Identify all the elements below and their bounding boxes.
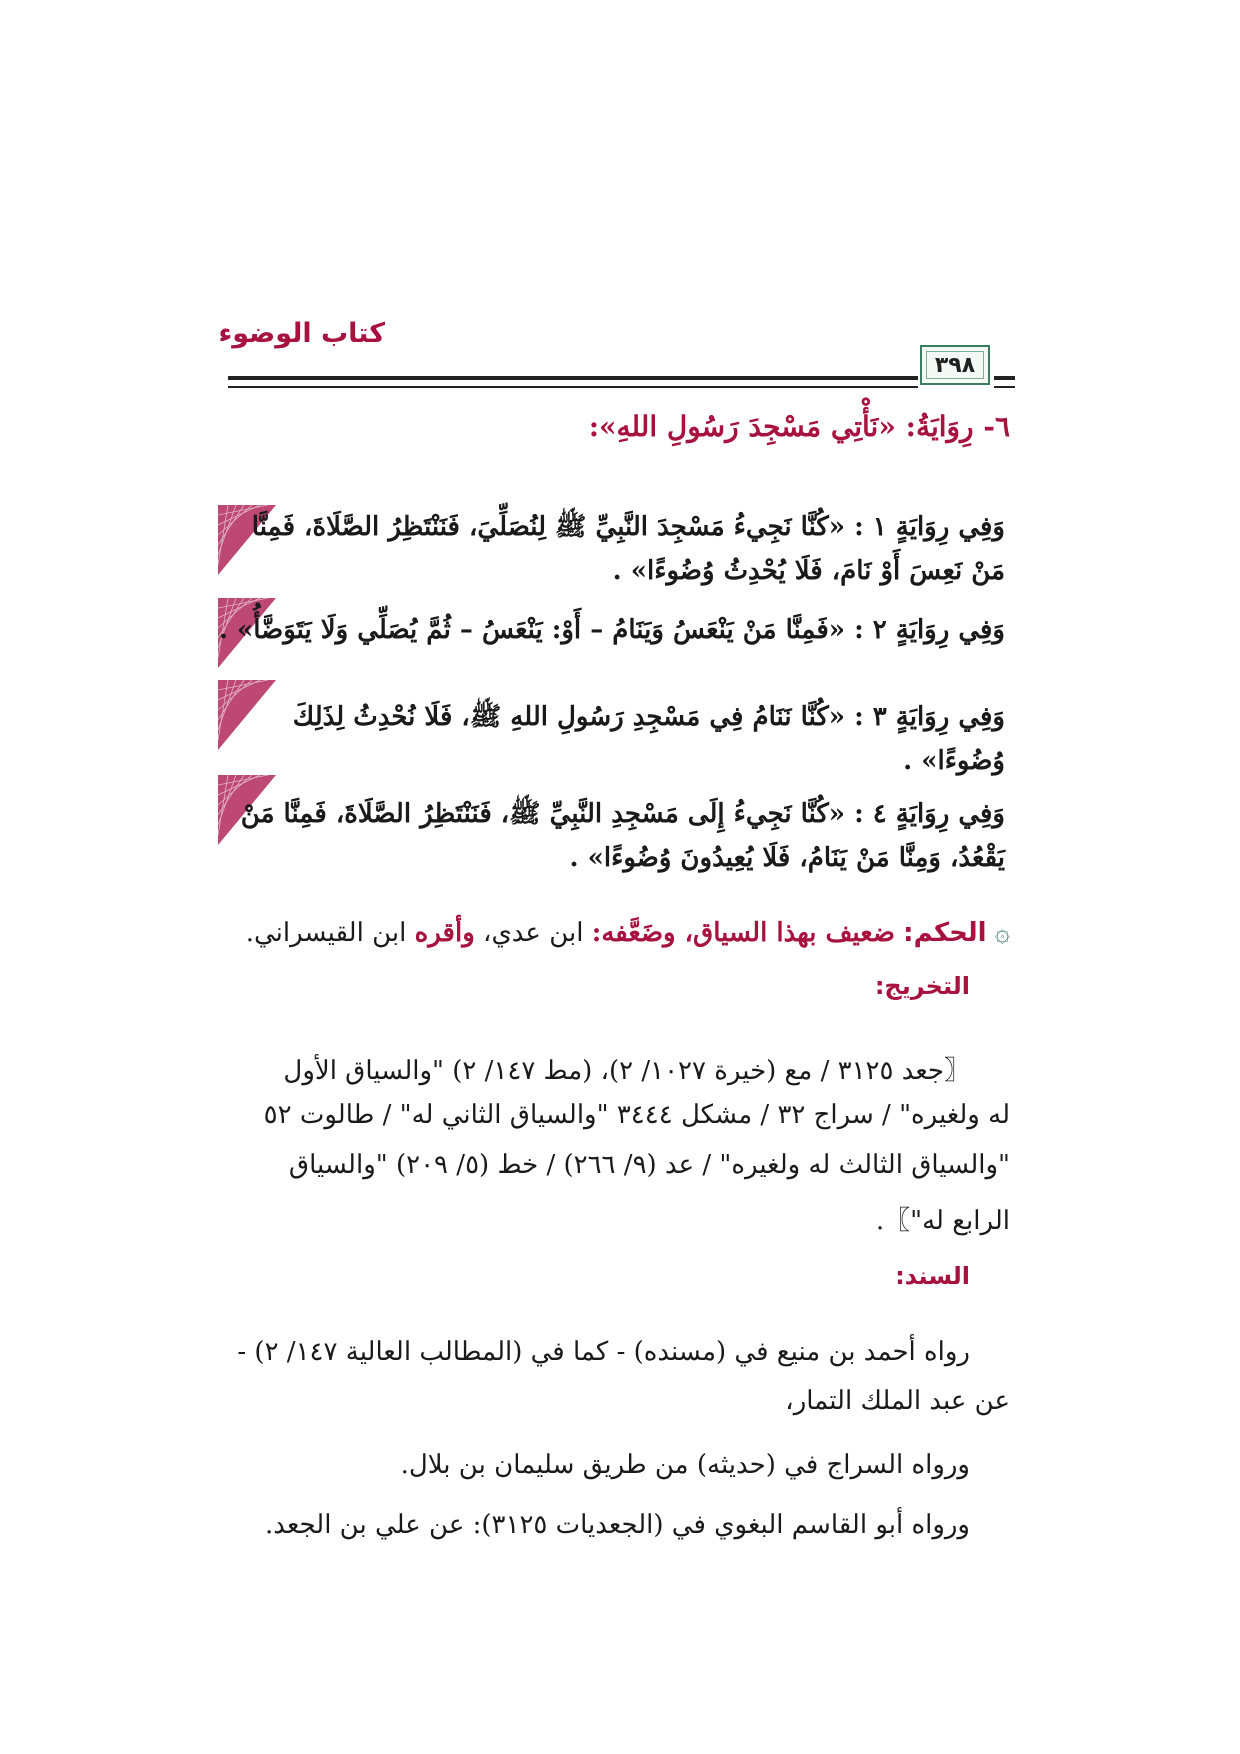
- header-rule-right-thick: [994, 376, 1015, 380]
- section-heading: [589, 410, 1010, 443]
- page-number-frame: [920, 345, 990, 385]
- ruling-label: الحكم:: [903, 918, 987, 948]
- narration-1-line-2: مَنْ نَعِسَ أَوْ نَامَ، فَلَا يُحْدِثُ وُضُوءًا» .: [612, 556, 1005, 586]
- section-title: رِوَايَةُ: «نَأْتِي مَسْجِدَ رَسُولِ اللهِ»:: [588, 410, 974, 443]
- takhrij-label: التخريج:: [874, 972, 970, 1000]
- takhrij-line-2: له ولغيره" / سراج ٣٢ / مشكل ٣٤٤٤ "والسياق الثاني له" / طالوت ٥٢: [263, 1100, 1010, 1130]
- sanad-paragraph-1-line-1: رواه أحمد بن منيع في (مسنده) - كما في (المطالب العالية ١٤٧/ ٢) -: [237, 1337, 970, 1367]
- section-number: ٦-: [983, 410, 1010, 443]
- ruling-line: [246, 918, 1010, 948]
- ruling-approved-label: وأقره: [414, 918, 475, 948]
- ruling-verdict: ضعيف بهذا السياق، وضَعَّفه:: [591, 918, 895, 948]
- takhrij-line-3: "والسياق الثالث له ولغيره" / عد (٩/ ٢٦٦) / خط (٥/ ٢٠٩) "والسياق: [288, 1150, 1010, 1180]
- takhrij-line-4: الرابع له"〗.: [875, 1206, 1010, 1236]
- ruling-symbol: ۞: [994, 918, 1010, 948]
- narration-3-line-2: وُضُوءًا» .: [903, 746, 1005, 776]
- header-rule-thick: [228, 376, 918, 380]
- book-title: كتاب الوضوء: [218, 318, 385, 349]
- narration-2-line-1: وَفِي رِوَايَةٍ ٢ : «فَمِنَّا مَنْ يَنْعَسُ وَيَنَامُ – أَوْ: يَنْعَسُ – ثُمَّ يُصَلِّي وَلَا يَتَوَضَّأُ» .: [218, 615, 1005, 645]
- sanad-paragraph-3: ورواه أبو القاسم البغوي في (الجعديات ٣١٢٥): عن علي بن الجعد.: [265, 1510, 970, 1540]
- corner-ornament-icon: [218, 680, 276, 750]
- narration-1-line-1: وَفِي رِوَايَةٍ ١ : «كُنَّا نَجِيءُ مَسْجِدَ النَّبِيِّ ﷺ لِنُصَلِّيَ، فَنَنْتَظِرُ الصَّلَاةَ، فَمِنَّا: [251, 512, 1005, 542]
- takhrij-line-1: 〖جعد ٣١٢٥ / مع (خيرة ١٠٢٧/ ٢)، (مط ١٤٧/ ٢) "والسياق الأول: [283, 1056, 970, 1086]
- narration-4-line-2: يَقْعُدُ، وَمِنَّا مَنْ يَنَامُ، فَلَا يُعِيدُونَ وُضُوءًا» .: [569, 843, 1005, 873]
- sanad-label: السند:: [895, 1262, 970, 1290]
- ruling-weakened-by: ابن عدي،: [483, 918, 584, 948]
- header-rule-thin: [228, 386, 918, 388]
- sanad-paragraph-1-line-2: عن عبد الملك التمار،: [785, 1386, 1010, 1416]
- header-rule-right-thin: [994, 386, 1015, 388]
- narration-3-line-1: وَفِي رِوَايَةٍ ٣ : «كُنَّا نَنَامُ فِي مَسْجِدِ رَسُولِ اللهِ ﷺ، فَلَا نُحْدِثُ لِذَلِكَ: [292, 702, 1005, 732]
- sanad-paragraph-2: ورواه السراج في (حديثه) من طريق سليمان بن بلال.: [400, 1450, 970, 1480]
- page-number: ٣٩٨: [934, 352, 976, 378]
- ruling-approved-by: ابن القيسراني.: [245, 918, 407, 948]
- narration-4-line-1: وَفِي رِوَايَةٍ ٤ : «كُنَّا نَجِيءُ إِلَى مَسْجِدِ النَّبِيِّ ﷺ، فَنَنْتَظِرُ الصَّلَاةَ، فَمِنَّا مَنْ: [240, 799, 1005, 829]
